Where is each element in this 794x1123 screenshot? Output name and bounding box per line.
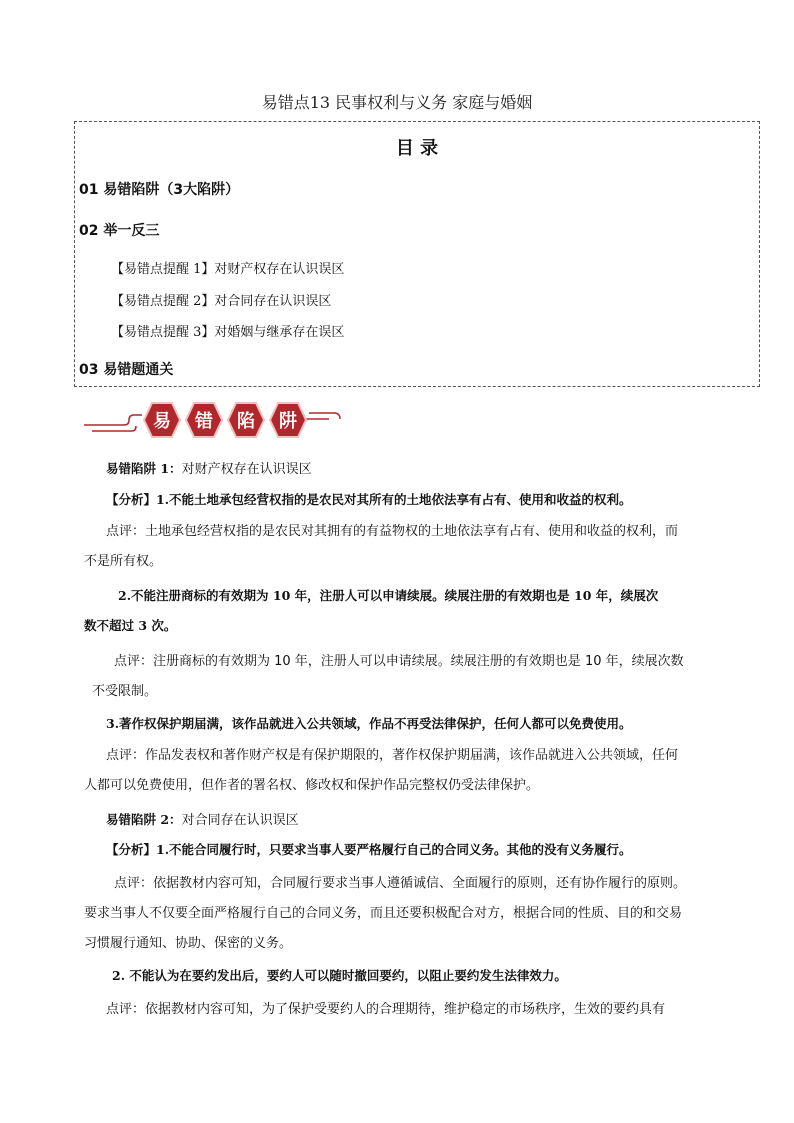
toc-section-3[interactable]: 03 易错题通关 — [79, 362, 174, 378]
toc-subitem-3[interactable]: 【易错点提醒 3】对婚姻与继承存在误区 — [111, 325, 345, 340]
comment-5-line-1: 点评：依据教材内容可知，为了保护受要约人的合理期待，维护稳定的市场秩序，生效的要约具有 — [106, 1002, 666, 1017]
comment-1-line-1: 点评：土地承包经营权指的是农民对其拥有的有益物权的土地依法享有占有、使用和收益的权利，而 — [106, 524, 679, 539]
analysis-4: 【分析】1.不能合同履行时，只要求当事人要严格履行自己的合同义务。其他的没有义务履行。 — [106, 842, 632, 857]
page-title: 易错点13 民事权利与义务 家庭与婚姻 — [261, 93, 533, 112]
comment-3-line-1: 点评：作品发表权和著作财产权是有保护期限的，著作权保护期届满，该作品就进入公共领域，任何 — [106, 748, 679, 763]
analysis-3: 3.著作权保护期届满，该作品就进入公共领域，作品不再受法律保护，任何人都可以免费使用。 — [106, 716, 632, 731]
trap-2-heading — [106, 806, 738, 835]
comment-4-line-2: 要求当事人不仅要全面严格履行自己的合同义务，而且还要积极配合对方，根据合同的性质、目的和交易 — [84, 906, 683, 921]
trap-2-text: 对合同存在认识误区 — [181, 813, 299, 828]
toc-box — [74, 121, 760, 387]
trap-2-label: 易错陷阱 2： — [106, 812, 182, 827]
analysis-5: 2. 不能认为在要约发出后，要约人可以随时撤回要约，以阻止要约发生法律效力。 — [112, 968, 567, 983]
toc-subitem-1[interactable]: 【易错点提醒 1】对财产权存在认识误区 — [111, 262, 345, 277]
trap-1-heading — [106, 455, 738, 484]
comment-2-line-1: 点评：注册商标的有效期为 10 年，注册人可以申请续展。续展注册的有效期也是 10 年，续展次数 — [114, 654, 684, 669]
comment-3-line-2: 人都可以免费使用，但作者的署名权、修改权和保护作品完整权仍受法律保护。 — [84, 778, 540, 793]
comment-1-line-2: 不是所有权。 — [84, 554, 163, 569]
banner-char-2: 错 — [195, 411, 213, 432]
comment-2-line-2: 不受限制。 — [92, 684, 158, 699]
toc-heading: 目 录 — [395, 138, 439, 159]
toc-section-2[interactable]: 02 举一反三 — [79, 223, 160, 239]
comment-4-line-1: 点评：依据教材内容可知，合同履行要求当事人遵循诚信、全面履行的原则，还有协作履行的原则。 — [114, 876, 687, 891]
analysis-1: 【分析】1.不能土地承包经营权指的是农民对其所有的土地依法享有占有、使用和收益的权利。 — [106, 492, 632, 507]
banner-char-1: 易 — [153, 411, 171, 432]
banner-char-3: 陷 — [237, 411, 255, 432]
banner-char-4: 阱 — [279, 411, 297, 432]
toc-section-1[interactable]: 01 易错陷阱（3大陷阱） — [79, 182, 240, 198]
trap-1-text: 对财产权存在认识误区 — [181, 462, 312, 477]
toc-subitem-2[interactable]: 【易错点提醒 2】对合同存在认识误区 — [111, 294, 332, 309]
analysis-2-line-1: 2.不能注册商标的有效期为 10 年，注册人可以申请续展。续展注册的有效期也是 10 年，续展次 — [118, 588, 659, 603]
analysis-2-line-2: 数不超过 3 次。 — [84, 618, 177, 633]
section-banner — [84, 395, 344, 445]
trap-1-label: 易错陷阱 1： — [106, 461, 182, 476]
comment-4-line-3: 习惯履行通知、协助、保密的义务。 — [84, 936, 293, 951]
